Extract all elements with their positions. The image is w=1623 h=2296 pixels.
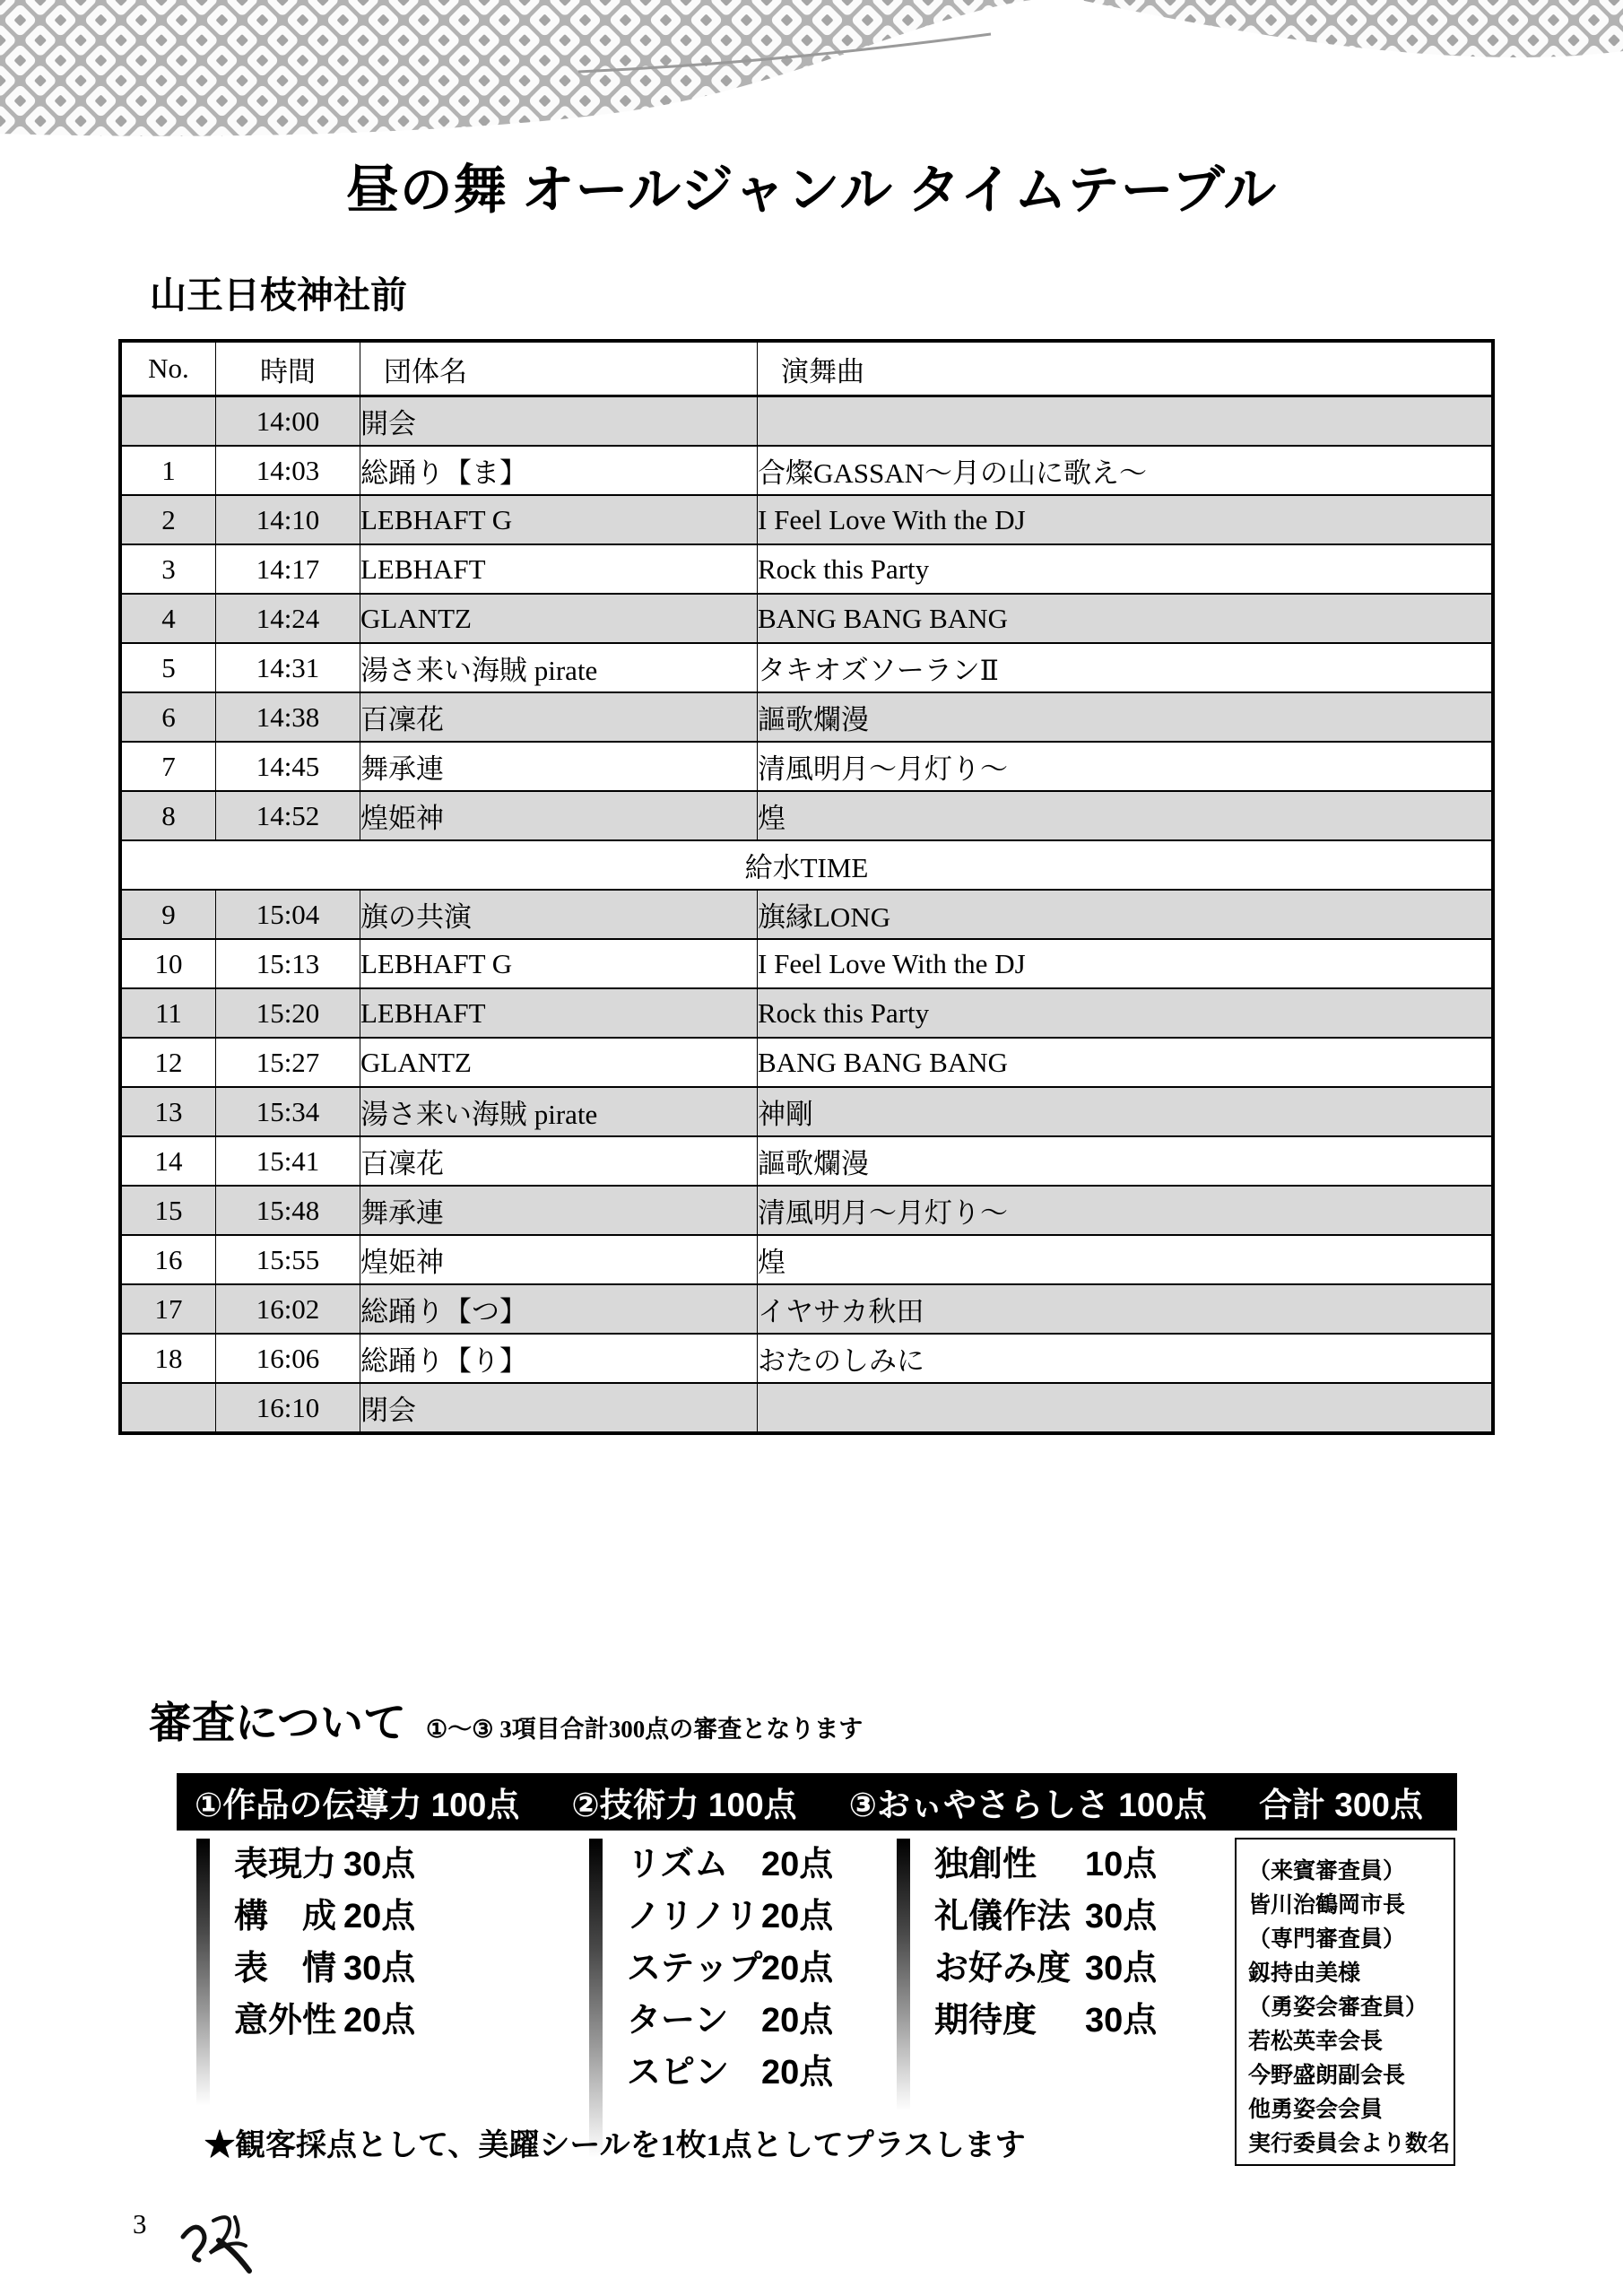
score-item-points: 30点 (343, 1846, 416, 1883)
cell-song: 謳歌爛漫 (758, 692, 1494, 742)
cell-song (758, 396, 1494, 447)
score-item (627, 1839, 833, 1891)
score-item-points: 20点 (343, 1898, 416, 1935)
table-row (120, 643, 1493, 692)
cell-group: 閉会 (360, 1383, 758, 1433)
gradient-bar (897, 1839, 910, 2111)
score-item (934, 1839, 1157, 1891)
table-row (120, 1087, 1493, 1136)
score-group-3 (897, 1839, 1157, 2111)
score-item (234, 1891, 415, 1943)
score-item-label: ターン (627, 2002, 729, 2039)
cell-time: 15:41 (216, 1136, 360, 1186)
cell-song: Rock this Party (758, 544, 1494, 594)
table-row (120, 939, 1493, 988)
score-item-label: 表 情 (234, 1950, 337, 1987)
cell-group: 煌姫神 (360, 1235, 758, 1284)
score-item (234, 1839, 415, 1891)
table-row (120, 1186, 1493, 1235)
audience-note: ★観客採点として、美躍シールを1枚1点としてプラスします (204, 2129, 1026, 2162)
score-item (934, 1891, 1157, 1943)
cell-group: 総踊り【つ】 (360, 1284, 758, 1334)
cell-time: 16:02 (216, 1284, 360, 1334)
page-title: 昼の舞 オールジャンル タイムテーブル (345, 161, 1278, 220)
score-item-points: 20点 (761, 2054, 834, 2092)
timetable-header-row (120, 341, 1493, 396)
cell-no: 16 (120, 1235, 216, 1284)
page-footer (133, 2208, 265, 2280)
cell-song: 旗縁LONG (758, 890, 1494, 939)
score-item-points: 10点 (1085, 1846, 1158, 1883)
judges-line: 実行委員会より数名 (1248, 2131, 1451, 2156)
cell-no (120, 1383, 216, 1433)
cell-song: BANG BANG BANG (758, 1038, 1494, 1087)
cell-song: 合燦GASSAN～月の山に歌え～ (758, 446, 1494, 495)
score-list (627, 1839, 833, 2158)
cell-song: I Feel Love With the DJ (758, 495, 1494, 544)
score-item (234, 1943, 415, 1995)
table-row (120, 1383, 1493, 1433)
score-item (934, 1943, 1157, 1995)
table-row (120, 1136, 1493, 1186)
cell-song: BANG BANG BANG (758, 594, 1494, 643)
score-item-label: 構 成 (234, 1898, 337, 1935)
judges-line: （専門審査員） (1248, 1926, 1406, 1952)
cell-time: 15:20 (216, 988, 360, 1038)
cell-time: 15:55 (216, 1235, 360, 1284)
score-item-label: 表現力 (234, 1846, 337, 1883)
cell-group: 旗の共演 (360, 890, 758, 939)
judges-box (1235, 1838, 1455, 2166)
cell-song: 神剛 (758, 1087, 1494, 1136)
cell-time: 14:24 (216, 594, 360, 643)
cell-group: 百凜花 (360, 692, 758, 742)
score-item-points: 20点 (761, 1898, 834, 1935)
column-header: 団体名 (360, 341, 758, 396)
table-row (120, 1038, 1493, 1087)
judges-line: （来賓審査員） (1248, 1858, 1406, 1883)
judges-line: 若松英幸会長 (1248, 2029, 1384, 2054)
score-item-points: 30点 (343, 1950, 416, 1987)
table-row (120, 791, 1493, 840)
score-item-points: 30点 (1085, 1898, 1158, 1935)
table-row (120, 1334, 1493, 1383)
page-number: 3 (133, 2208, 147, 2239)
cell-song (758, 1383, 1494, 1433)
cell-time: 14:17 (216, 544, 360, 594)
cell-song: タキオズソーランⅡ (758, 643, 1494, 692)
score-bar-item: 合計 300点 (1258, 1787, 1423, 1823)
score-item-points: 20点 (761, 1846, 834, 1883)
cell-no: 5 (120, 643, 216, 692)
score-item-label: リズム (627, 1846, 729, 1883)
judges-line: 他勇姿会会員 (1248, 2097, 1384, 2122)
cell-no: 4 (120, 594, 216, 643)
score-item-label: ステップ (627, 1950, 763, 1987)
score-item-label: スピン (627, 2054, 730, 2092)
cell-song: Rock this Party (758, 988, 1494, 1038)
table-row (120, 544, 1493, 594)
cell-group: LEBHAFT G (360, 939, 758, 988)
cell-group: 開会 (360, 396, 758, 447)
table-row (120, 446, 1493, 495)
cell-group: 百凜花 (360, 1136, 758, 1186)
table-row (120, 742, 1493, 791)
cell-time: 15:04 (216, 890, 360, 939)
cell-song: おたのしみに (758, 1334, 1494, 1383)
cell-no: 12 (120, 1038, 216, 1087)
cell-time: 14:52 (216, 791, 360, 840)
cell-group: 舞承連 (360, 1186, 758, 1235)
cell-no: 13 (120, 1087, 216, 1136)
score-item-label: 意外性 (234, 2002, 337, 2039)
score-bar-item: ③おぃやさらしさ 100点 (848, 1787, 1207, 1823)
table-row (120, 890, 1493, 939)
score-list (934, 1839, 1157, 2111)
judging-heading (149, 1688, 863, 1750)
gradient-bar (196, 1839, 210, 2106)
score-bar-item: ②技術力 100点 (571, 1787, 797, 1823)
cell-no: 2 (120, 495, 216, 544)
score-bar-item: ①作品の伝導力 100点 (195, 1787, 520, 1823)
score-item (234, 1995, 415, 2047)
cell-song: 清風明月～月灯り～ (758, 742, 1494, 791)
judges-line: 皆川治鶴岡市長 (1248, 1892, 1406, 1918)
cell-no: 8 (120, 791, 216, 840)
cell-no: 1 (120, 446, 216, 495)
score-item (627, 2047, 833, 2099)
cell-song: イヤサカ秋田 (758, 1284, 1494, 1334)
cell-group: LEBHAFT (360, 544, 758, 594)
score-item (934, 1995, 1157, 2047)
cell-time: 14:00 (216, 396, 360, 447)
cell-no (120, 396, 216, 447)
cell-time: 14:10 (216, 495, 360, 544)
cell-group: 総踊り【り】 (360, 1334, 758, 1383)
score-item-points: 20点 (761, 2002, 834, 2039)
cell-time: 15:13 (216, 939, 360, 988)
score-item-label: お好み度 (934, 1950, 1072, 1987)
score-item-label: 期待度 (934, 2002, 1037, 2039)
cell-group: 総踊り【ま】 (360, 446, 758, 495)
cell-no: 3 (120, 544, 216, 594)
festival-logo (172, 2208, 265, 2280)
cell-song: 煌 (758, 1235, 1494, 1284)
table-row (120, 396, 1493, 447)
cell-time: 14:31 (216, 643, 360, 692)
score-group-1 (196, 1839, 415, 2106)
judges-line: 釼持由美様 (1248, 1961, 1361, 1986)
timetable (118, 339, 1495, 1435)
score-item-points: 20点 (343, 2002, 416, 2039)
cell-group: 煌姫神 (360, 791, 758, 840)
score-group-2 (589, 1839, 833, 2158)
table-row (120, 495, 1493, 544)
cell-time: 16:10 (216, 1383, 360, 1433)
cell-no: 14 (120, 1136, 216, 1186)
cell-song: 謳歌爛漫 (758, 1136, 1494, 1186)
cell-no: 18 (120, 1334, 216, 1383)
column-header: No. (120, 341, 216, 396)
cell-time: 14:38 (216, 692, 360, 742)
break-label: 給水TIME (120, 840, 1493, 890)
cell-song: I Feel Love With the DJ (758, 939, 1494, 988)
score-header-bar (177, 1773, 1457, 1831)
cell-time: 15:48 (216, 1186, 360, 1235)
score-item (627, 1891, 833, 1943)
table-row (120, 594, 1493, 643)
cell-group: 舞承連 (360, 742, 758, 791)
score-item-label: 礼儀作法 (934, 1898, 1072, 1935)
score-item-label: ノリノリ (627, 1898, 759, 1935)
cell-no: 10 (120, 939, 216, 988)
cell-no: 7 (120, 742, 216, 791)
cell-group: 湯さ来い海賊 pirate (360, 643, 758, 692)
cell-no: 6 (120, 692, 216, 742)
header-pattern (0, 0, 1623, 139)
cell-song: 清風明月～月灯り～ (758, 1186, 1494, 1235)
cell-no: 15 (120, 1186, 216, 1235)
column-header: 時間 (216, 341, 360, 396)
break-row (120, 840, 1493, 890)
cell-time: 14:03 (216, 446, 360, 495)
judging-subtitle: ①～③ 3項目合計300点の審査となります (426, 1716, 864, 1743)
cell-no: 17 (120, 1284, 216, 1334)
score-item-label: 独創性 (934, 1846, 1037, 1883)
column-header: 演舞曲 (758, 341, 1494, 396)
cell-group: LEBHAFT (360, 988, 758, 1038)
table-row (120, 692, 1493, 742)
judges-line: （勇姿会審査員） (1248, 1995, 1428, 2020)
cell-group: LEBHAFT G (360, 495, 758, 544)
score-list (234, 1839, 415, 2106)
cell-group: GLANTZ (360, 1038, 758, 1087)
cell-time: 14:45 (216, 742, 360, 791)
timetable-body (120, 396, 1493, 1434)
cell-no: 9 (120, 890, 216, 939)
judging-title: 審査について (149, 1700, 407, 1747)
score-item (627, 1943, 833, 1995)
cell-group: GLANTZ (360, 594, 758, 643)
gradient-bar (589, 1839, 603, 2158)
cell-no: 11 (120, 988, 216, 1038)
judges-line: 今野盛朗副会長 (1248, 2063, 1406, 2088)
score-item (627, 1995, 833, 2047)
table-row (120, 988, 1493, 1038)
cell-time: 16:06 (216, 1334, 360, 1383)
cell-song: 煌 (758, 791, 1494, 840)
venue-heading: 山王日枝神社前 (150, 274, 407, 316)
table-row (120, 1284, 1493, 1334)
score-item-points: 30点 (1085, 1950, 1158, 1987)
score-item-points: 30点 (1085, 2002, 1158, 2039)
table-row (120, 1235, 1493, 1284)
score-item-points: 20点 (761, 1950, 834, 1987)
cell-time: 15:34 (216, 1087, 360, 1136)
cell-time: 15:27 (216, 1038, 360, 1087)
cell-group: 湯さ来い海賊 pirate (360, 1087, 758, 1136)
